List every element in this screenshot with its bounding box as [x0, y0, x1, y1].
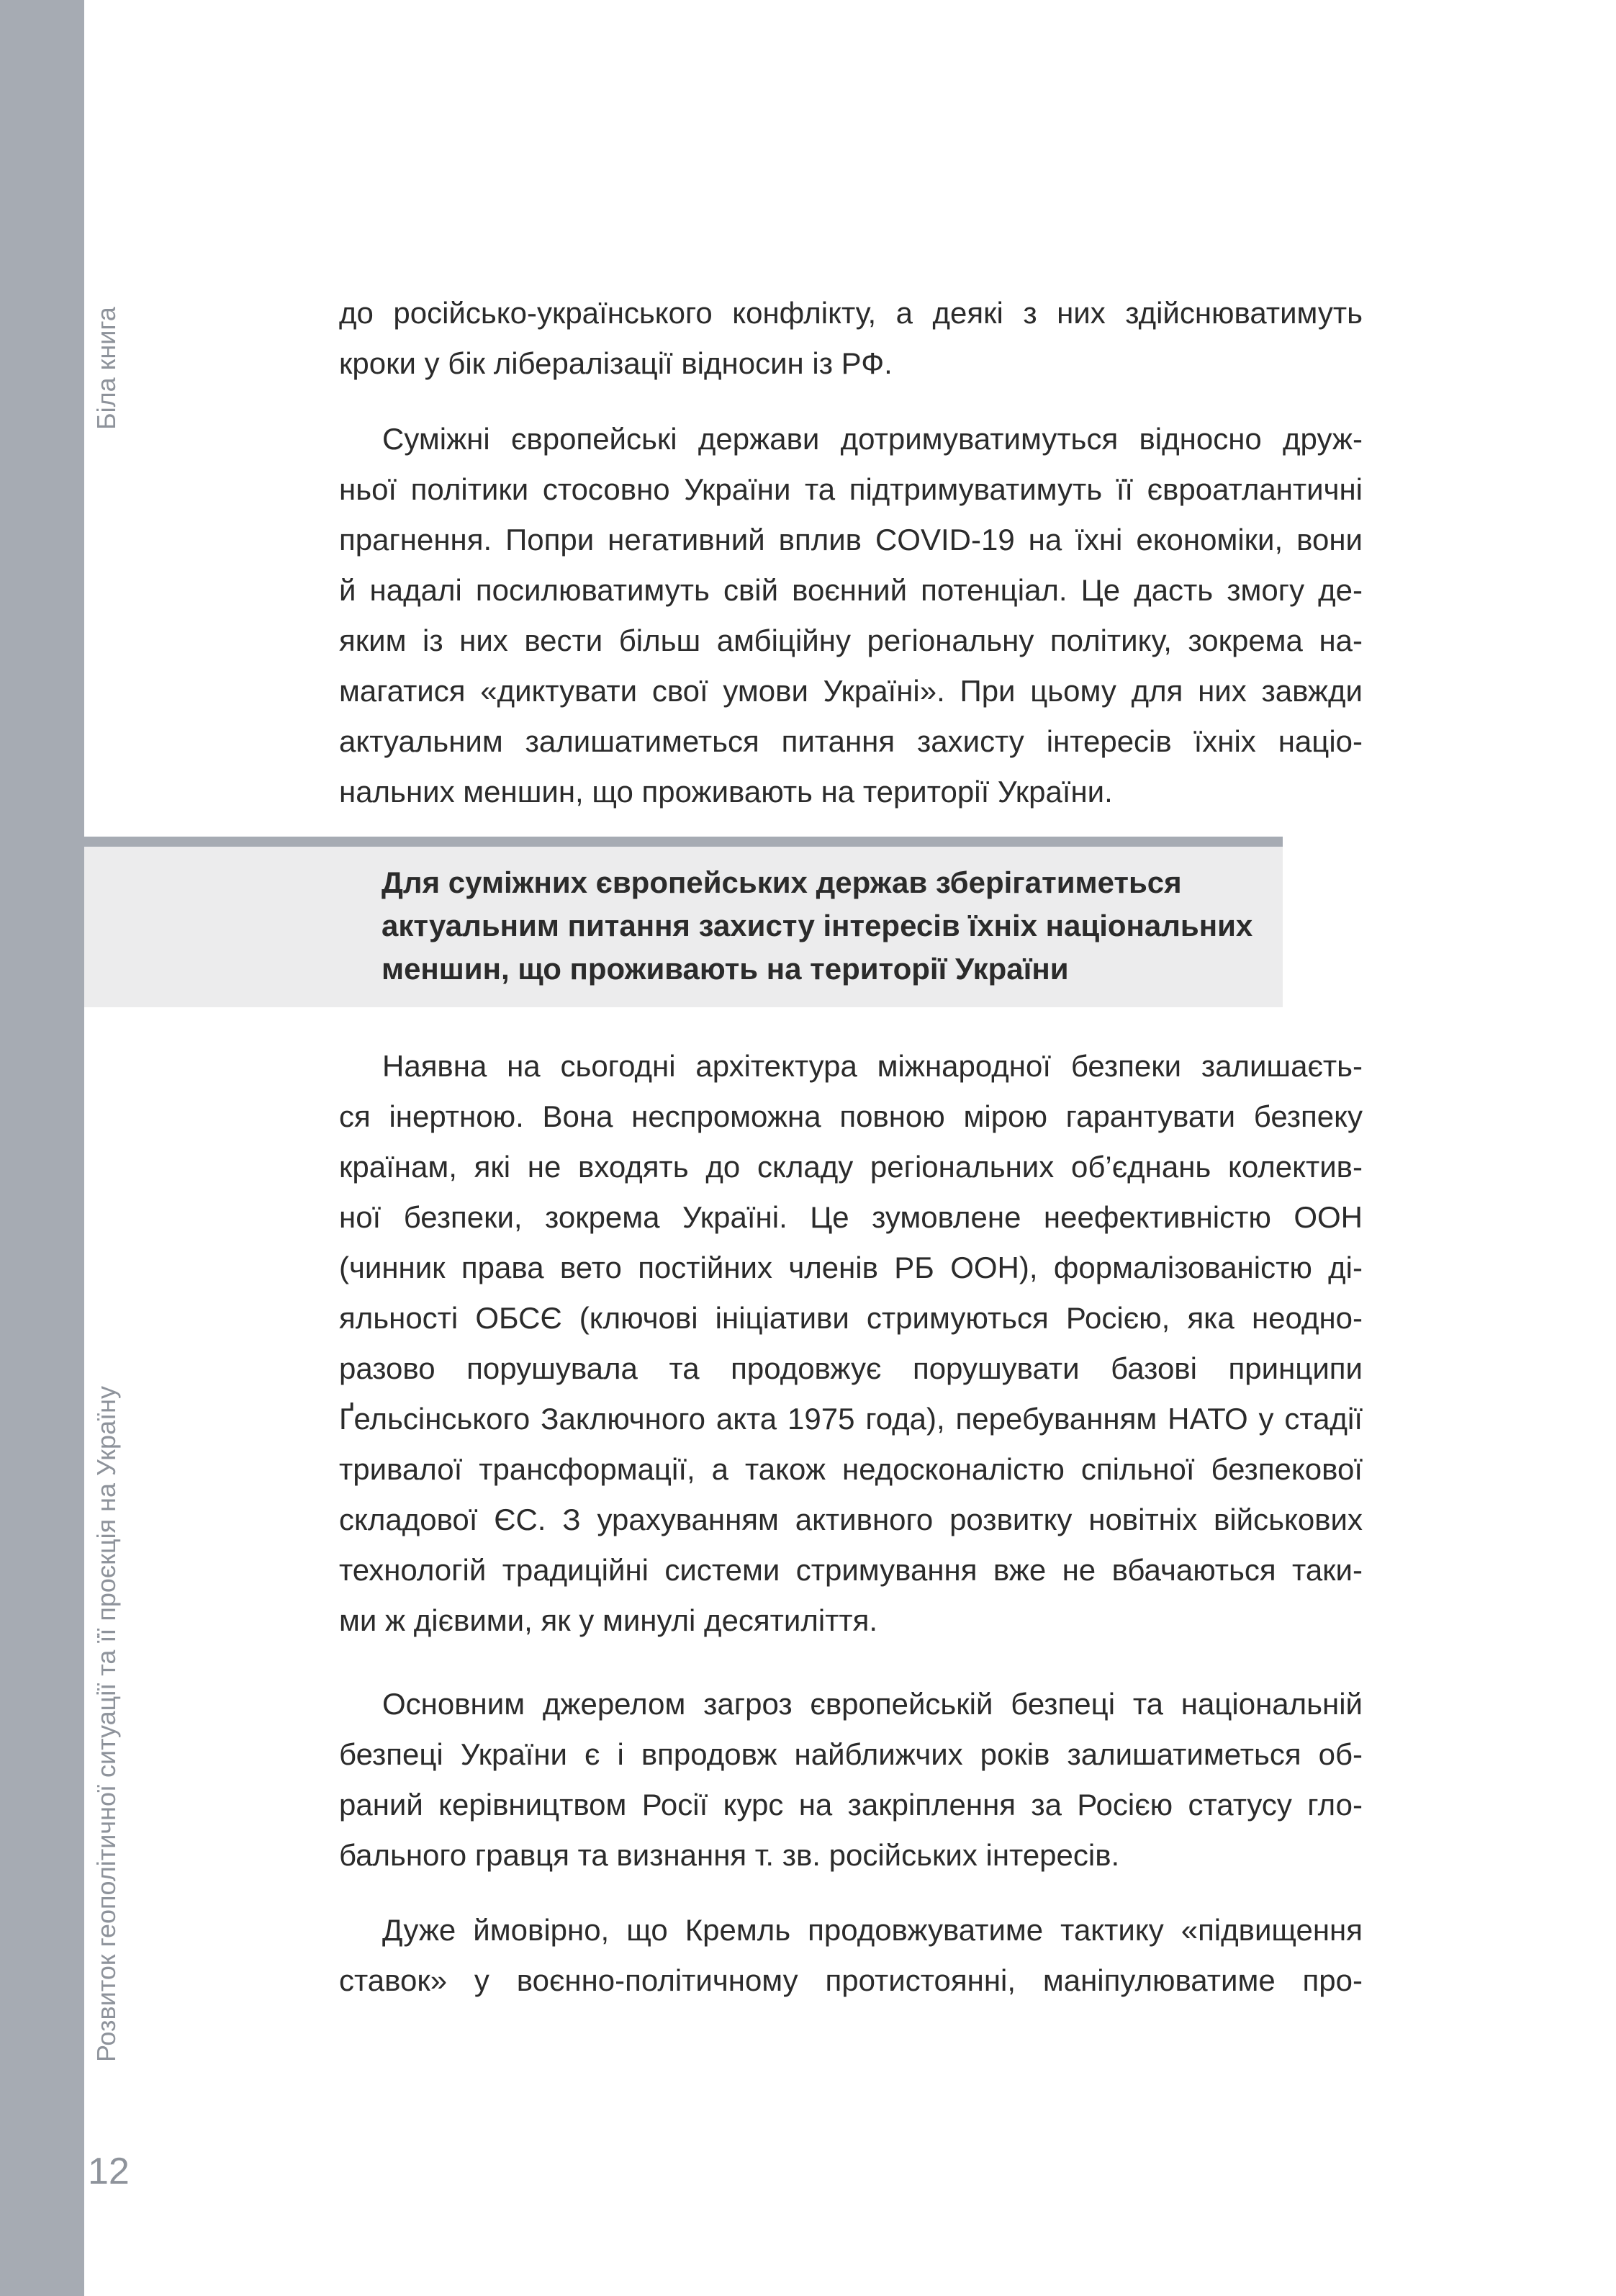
page-number: 12: [88, 2151, 130, 2192]
text-line: ставок» у воєнно-політичному протистоянні, маніпулюватиме про-: [339, 1963, 1363, 1997]
text-line: актуальним залишатиметься питання захисту інтересів їхніх націо-: [339, 724, 1363, 758]
callout-highlight-text: [382, 861, 1267, 991]
text-line: разово порушувала та продовжує порушувати базові принципи Ґельсінського Заключного акта 1975 года), перебуванням НАТО у стадії: [339, 1351, 1363, 1436]
sidebar-book-title: Біла книга: [91, 307, 121, 430]
paragraph-continuation: [339, 288, 1363, 389]
text-line: Суміжні європейські держави дотримуватимуться відносно друж-: [382, 422, 1363, 456]
callout-line: Для суміжних європейських держав зберігатиметься: [382, 865, 1182, 899]
text-line: ся інертною. Вона неспроможна повною мірою гарантувати безпеку: [339, 1099, 1363, 1133]
text-line: країнам, які не входять до складу регіональних об’єднань колектив-: [339, 1150, 1363, 1184]
text-line: Наявна на сьогодні архітектура міжнародної безпеки залишаєть-: [382, 1049, 1363, 1083]
text-line: Дуже ймовірно, що Кремль продовжуватиме тактику «підвищення: [382, 1913, 1363, 1947]
text-line: Основним джерелом загроз європейській безпеці та національній: [382, 1687, 1363, 1721]
text-line: до російсько-українського конфлікту, а деякі з них здійснюватимуть: [339, 296, 1363, 330]
text-line: й надалі посилюватимуть свій воєнний потенціал. Це дасть змогу де-: [339, 573, 1363, 607]
callout-line: актуальним питання захисту інтересів їхніх національних: [382, 909, 1253, 942]
text-line: прагнення. Попри негативний вплив COVID-19 на їхні економіки, вони: [339, 523, 1363, 557]
paragraph-neighbour-states: [339, 414, 1363, 817]
paragraph-security-architecture: [339, 1041, 1363, 1646]
paragraph-main-threats: [339, 1679, 1363, 1881]
text-line: нальних меншин, що проживають на території України.: [339, 775, 1113, 809]
sidebar-chapter-title: Розвиток геополітичної ситуації та її проєкція на Україну: [91, 1386, 121, 2062]
text-line: тривалої трансформації, а також недосконалістю спільної безпекової: [339, 1452, 1363, 1486]
text-line: ньої політики стосовно України та підтримуватимуть її євроатлантичні: [339, 472, 1363, 506]
text-line: безпеці України є і впродовж найближчих років залишатиметься об-: [339, 1737, 1363, 1771]
sidebar-strip: [0, 0, 84, 2296]
text-line: бального гравця та визнання т. зв. російських інтересів.: [339, 1838, 1120, 1872]
text-line: (чинник права вето постійних членів РБ ООН), формалізованістю ді-: [339, 1251, 1363, 1284]
text-line: раний керівництвом Росії курс на закріплення за Росією статусу гло-: [339, 1788, 1363, 1822]
callout-line: меншин, що проживають на території України: [382, 952, 1069, 986]
text-line: технологій традиційні системи стримування вже не вбачаються таки-: [339, 1553, 1363, 1587]
text-line: ної безпеки, зокрема Україні. Це зумовлене неефективністю ООН: [339, 1200, 1363, 1234]
text-line: складової ЄС. З урахуванням активного розвитку новітніх військових: [339, 1503, 1363, 1536]
paragraph-kremlin-tactics: [339, 1905, 1363, 2006]
text-line: яким із них вести більш амбіційну регіональну політику, зокрема на-: [339, 623, 1363, 657]
text-line: яльності ОБСЄ (ключові ініціативи стримуються Росією, яка неодно-: [339, 1301, 1363, 1335]
callout-top-rule: [84, 837, 1283, 847]
text-line: ми ж дієвими, як у минулі десятиліття.: [339, 1603, 878, 1637]
text-line: магатися «диктувати свої умови Україні». При цьому для них завжди: [339, 674, 1363, 708]
text-line: кроки у бік лібералізації відносин із РФ.: [339, 346, 893, 380]
